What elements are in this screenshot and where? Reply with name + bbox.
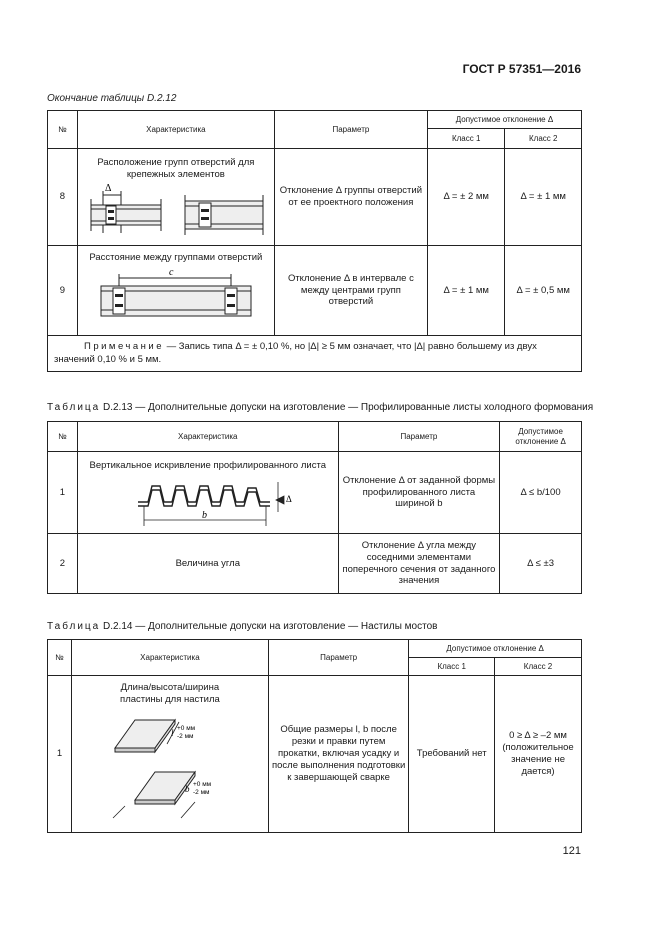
col-class-1: Класс 1 xyxy=(409,658,495,676)
table-d213 xyxy=(47,421,582,594)
col-deviation: Допустимое отклонение Δ xyxy=(500,422,582,452)
characteristic-cell xyxy=(71,676,268,833)
class-1-cell: Требований нет xyxy=(409,676,495,833)
table-caption: Таблица D.2.13 — Дополнительные допуски на изготовление — Профилированные листы холодного формования xyxy=(47,402,594,413)
row-no: 1 xyxy=(48,676,72,833)
characteristic-cell: Величина угла xyxy=(77,534,338,594)
row-no: 9 xyxy=(48,246,78,336)
parameter-cell: Отклонение Δ от заданной формы профилированного листа шириной b xyxy=(338,452,500,534)
width-label: b xyxy=(184,783,190,794)
col-class-2: Класс 2 xyxy=(495,658,582,676)
col-no: № xyxy=(48,640,72,676)
plate-dimensions-figure xyxy=(75,710,265,822)
col-deviation: Допустимое отклонение Δ xyxy=(427,111,581,129)
tolerance-plus: +0 мм xyxy=(176,724,196,732)
deviation-cell: Δ ≤ b/100 xyxy=(500,452,582,534)
profiled-sheet-figure xyxy=(98,472,318,532)
col-parameter: Параметр xyxy=(338,422,500,452)
tolerance-minus: -2 мм xyxy=(192,788,210,796)
deviation-cell: Δ ≤ ±3 xyxy=(500,534,582,594)
class-2-cell: Δ = ± 1 мм xyxy=(505,149,582,246)
table-d214 xyxy=(47,639,582,833)
col-class-2: Класс 2 xyxy=(505,129,582,149)
col-characteristic: Характеристика xyxy=(77,422,338,452)
distance-label: c xyxy=(168,266,174,278)
class-1-cell: Δ = ± 2 мм xyxy=(427,149,505,246)
hole-group-distance-figure xyxy=(81,264,271,324)
table-note-row xyxy=(48,336,582,372)
col-no: № xyxy=(48,422,78,452)
tolerance-plus: +0 мм xyxy=(192,780,212,788)
tolerance-minus: -2 мм xyxy=(176,732,194,740)
delta-symbol: Δ xyxy=(104,182,112,194)
delta-symbol: Δ xyxy=(285,493,292,504)
table-row xyxy=(48,149,582,246)
row-no: 1 xyxy=(48,452,78,534)
table-caption: Окончание таблицы D.2.12 xyxy=(47,93,177,104)
characteristic-cell xyxy=(77,452,338,534)
hole-group-position-figure xyxy=(81,181,271,241)
characteristic-text: Расположение групп отверстий для крепежных элементов xyxy=(97,157,255,180)
page-number: 121 xyxy=(562,845,581,857)
col-parameter: Параметр xyxy=(268,640,408,676)
parameter-cell: Отклонение Δ в интервале c между центрами групп отверстий xyxy=(274,246,427,336)
characteristic-cell xyxy=(77,246,274,336)
table-row xyxy=(48,534,582,594)
characteristic-text: Вертикальное искривление профилированного листа xyxy=(89,460,326,471)
col-parameter: Параметр xyxy=(274,111,427,149)
table-caption: Таблица D.2.14 — Дополнительные допуски на изготовление — Настилы мостов xyxy=(47,621,438,632)
document-id: ГОСТ Р 57351—2016 xyxy=(462,62,581,76)
length-label: l xyxy=(170,727,174,738)
characteristic-text: Длина/высота/ширина пластины для настила xyxy=(120,682,220,705)
table-note xyxy=(48,336,582,372)
class-1-cell: Δ = ± 1 мм xyxy=(427,246,505,336)
characteristic-text: Расстояние между группами отверстий xyxy=(89,252,263,263)
col-class-1: Класс 1 xyxy=(427,129,505,149)
parameter-cell: Отклонение Δ группы отверстий от ее проектного положения xyxy=(274,149,427,246)
table-row xyxy=(48,246,582,336)
width-label: b xyxy=(201,509,207,521)
parameter-cell: Общие размеры l, b после резки и правки путем прокатки, включая усадку и после выполнения подготовки к завершающей сварке xyxy=(268,676,408,833)
col-characteristic: Характеристика xyxy=(77,111,274,149)
col-characteristic: Характеристика xyxy=(71,640,268,676)
col-no: № xyxy=(48,111,78,149)
note-word: Примечание xyxy=(84,340,164,352)
parameter-cell: Отклонение Δ угла между соседними элементами поперечного сечения от заданного значения xyxy=(338,534,500,594)
table-row xyxy=(48,676,582,833)
row-no: 8 xyxy=(48,149,78,246)
table-d212 xyxy=(47,110,582,372)
characteristic-cell xyxy=(77,149,274,246)
row-no: 2 xyxy=(48,534,78,594)
col-deviation: Допустимое отклонение Δ xyxy=(409,640,582,658)
class-2-cell: 0 ≥ Δ ≥ –2 мм (положительное значение не дается) xyxy=(495,676,582,833)
class-2-cell: Δ = ± 0,5 мм xyxy=(505,246,582,336)
table-row xyxy=(48,452,582,534)
note-text: — Запись типа Δ = ± 0,10 %, но |Δ| ≥ 5 мм означает, что |Δ| равно большему из двух значений 0,10 % и 5 мм. xyxy=(54,340,537,365)
